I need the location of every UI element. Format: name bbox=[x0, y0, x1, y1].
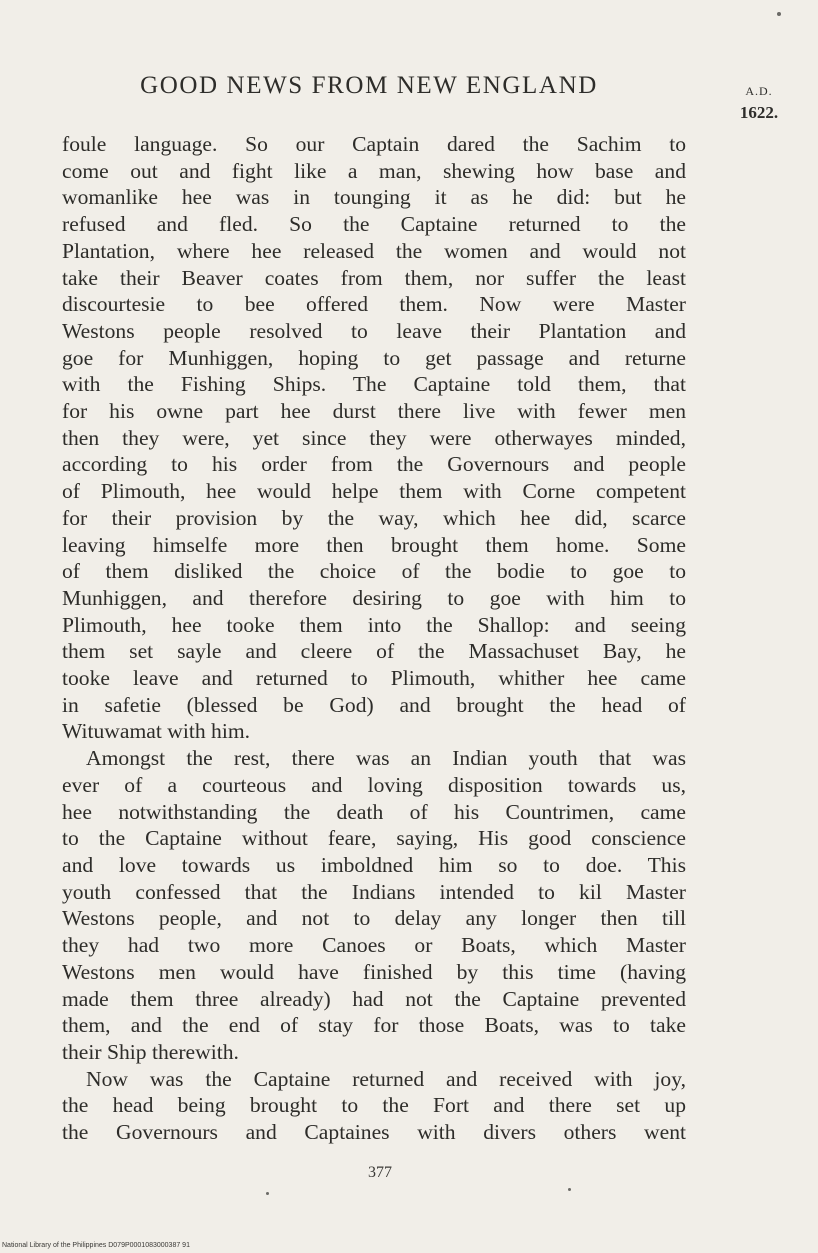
text-line: womanlike hee was in tounging it as he did: but he bbox=[62, 185, 686, 210]
text-line: the head being brought to the Fort and there set up bbox=[62, 1093, 686, 1118]
text-line: Westons people resolved to leave their Plantation and bbox=[62, 318, 686, 343]
print-speck bbox=[568, 1188, 571, 1191]
text-line: tooke leave and returned to Plimouth, whither hee came bbox=[62, 666, 686, 691]
text-line: them set sayle and cleere of the Massachuset Bay, he bbox=[62, 639, 686, 664]
text-line: leaving himselfe more then brought them home. Some bbox=[62, 532, 686, 557]
text-line: youth confessed that the Indians intended to kil Master bbox=[62, 879, 686, 904]
text-line: discourtesie to bee offered them. Now were Master bbox=[62, 292, 686, 317]
text-line: Amongst the rest, there was an Indian youth that was bbox=[86, 746, 686, 771]
library-stamp: National Library of the Philippines D079P0001083000387 91 bbox=[2, 1242, 190, 1249]
text-line: them, and the end of stay for those Boats, was to take bbox=[62, 1013, 686, 1038]
text-line: and love towards us imboldned him so to doe. This bbox=[62, 852, 686, 877]
text-line: Plimouth, hee tooke them into the Shallop: and seeing bbox=[62, 612, 686, 637]
margin-date-era: A.D. bbox=[745, 84, 773, 98]
text-line: their Ship therewith. bbox=[62, 1039, 239, 1064]
text-line: refused and fled. So the Captaine returned to the bbox=[62, 212, 686, 237]
text-line: foule language. So our Captain dared the Sachim to bbox=[62, 132, 686, 156]
text-line: hee notwithstanding the death of his Countrimen, came bbox=[62, 799, 686, 824]
text-line: for their provision by the way, which hee did, scarce bbox=[62, 505, 686, 530]
text-line: in safetie (blessed be God) and brought the head of bbox=[62, 692, 686, 717]
running-head-title: GOOD NEWS FROM NEW ENGLAND bbox=[140, 72, 598, 99]
text-line: made them three already) had not the Captaine prevented bbox=[62, 986, 686, 1011]
text-line: then they were, yet since they were otherwayes minded, bbox=[62, 425, 686, 450]
text-line: to the Captaine without feare, saying, His good conscience bbox=[62, 826, 686, 851]
text-line: Wituwamat with him. bbox=[62, 719, 251, 744]
paragraph-1 bbox=[62, 131, 686, 745]
print-speck bbox=[777, 12, 781, 16]
margin-date bbox=[727, 80, 791, 124]
text-line: for his owne part hee durst there live with fewer men bbox=[62, 399, 686, 424]
text-line: the Governours and Captaines with divers others went bbox=[62, 1120, 686, 1145]
text-line: ever of a courteous and loving disposition towards us, bbox=[62, 772, 686, 797]
text-line: goe for Munhiggen, hoping to get passage and returne bbox=[62, 345, 686, 370]
text-line: Westons people, and not to delay any longer then till bbox=[62, 906, 686, 931]
paragraph-2 bbox=[62, 745, 686, 1065]
page-number: 377 bbox=[368, 1164, 392, 1181]
text-line: of Plimouth, hee would helpe them with Corne competent bbox=[62, 479, 686, 504]
text-line: according to his order from the Governours and people bbox=[62, 452, 686, 477]
text-line: with the Fishing Ships. The Captaine told them, that bbox=[62, 372, 686, 397]
paragraph-3 bbox=[62, 1066, 686, 1146]
text-line: Plantation, where hee released the women and would not bbox=[62, 238, 686, 263]
text-line: Westons men would have finished by this time (having bbox=[62, 959, 686, 984]
margin-date-year: 1622. bbox=[739, 103, 779, 122]
text-line: of them disliked the choice of the bodie to goe to bbox=[62, 559, 686, 584]
print-speck bbox=[266, 1192, 269, 1195]
text-line: Now was the Captaine returned and received with joy, bbox=[86, 1066, 686, 1091]
text-line: they had two more Canoes or Boats, which Master bbox=[62, 933, 686, 958]
text-line: take their Beaver coates from them, nor suffer the least bbox=[62, 265, 686, 290]
text-line: come out and fight like a man, shewing how base and bbox=[62, 158, 686, 183]
text-line: Munhiggen, and therefore desiring to goe with him to bbox=[62, 585, 686, 610]
body-text bbox=[62, 131, 686, 1146]
